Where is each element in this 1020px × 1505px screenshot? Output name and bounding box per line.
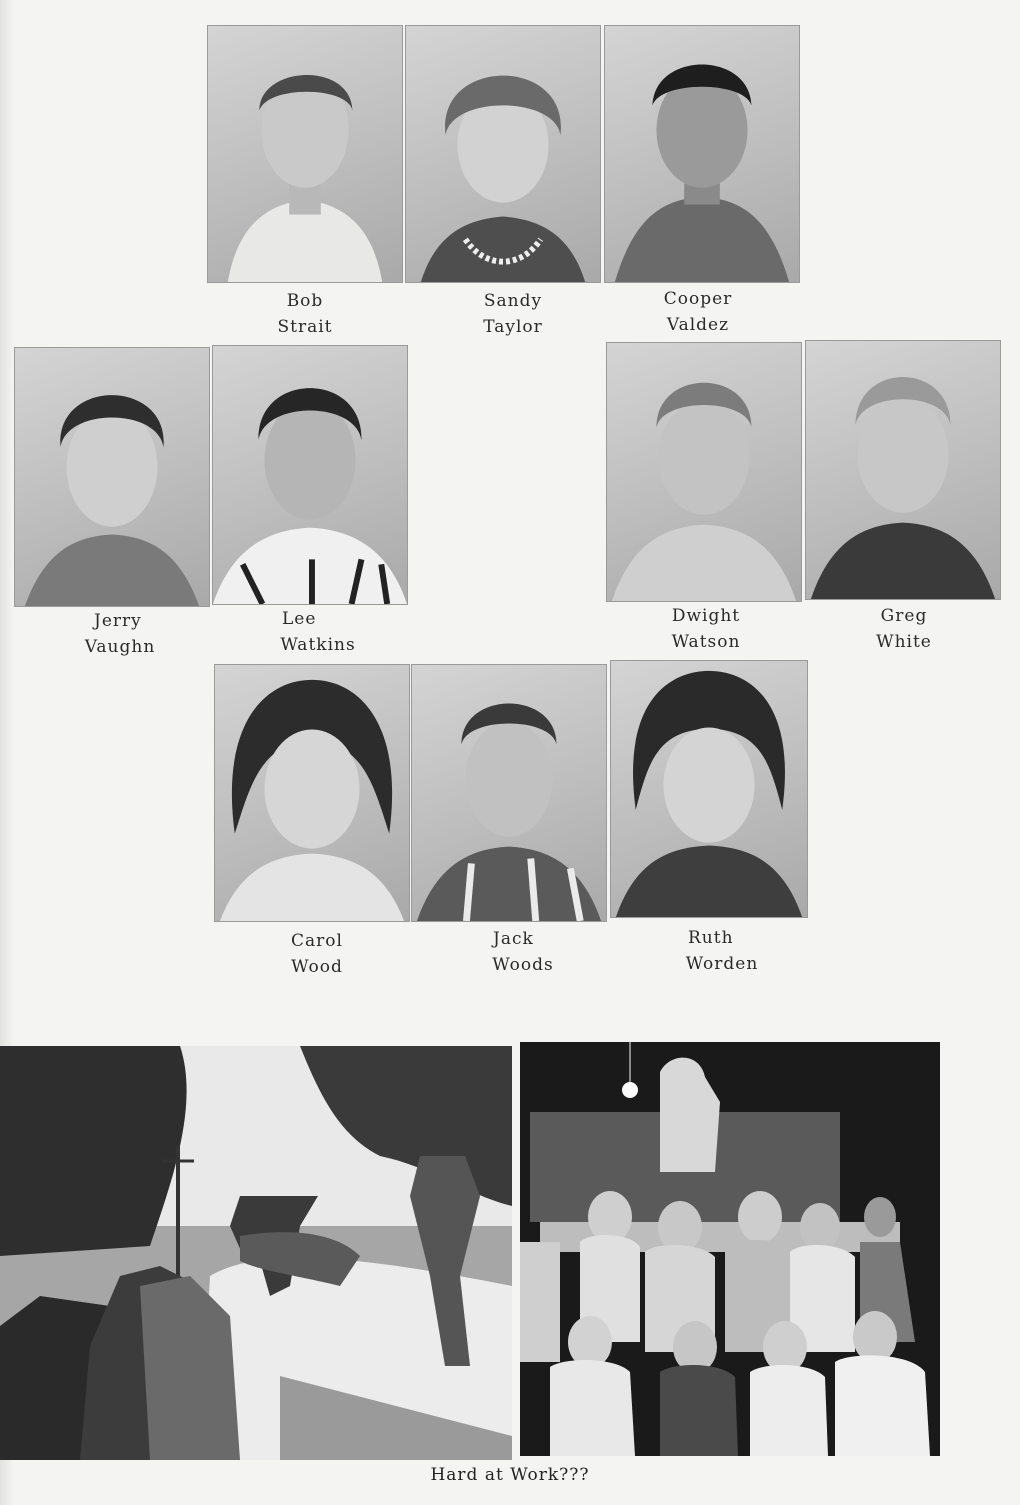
first-name: Cooper <box>663 289 733 309</box>
portrait-greg-white <box>805 340 1001 600</box>
first-name: Dwight <box>671 606 741 626</box>
first-name: Greg <box>880 606 928 626</box>
first-name: Sandy <box>483 291 543 311</box>
last-name: Wood <box>291 957 343 977</box>
last-name: Taylor <box>483 317 543 337</box>
portrait-lee-watkins <box>212 345 408 605</box>
caption-dwight-watson <box>646 603 766 655</box>
first-name: Carol <box>291 931 343 951</box>
snapshot-float-building <box>0 1046 512 1460</box>
caption-carol-wood <box>257 928 377 980</box>
portrait-jerry-vaughn <box>14 347 210 607</box>
portrait-dwight-watson <box>606 342 802 602</box>
last-name: Valdez <box>666 315 730 335</box>
photo-caption: Hard at Work??? <box>430 1465 590 1485</box>
first-name: Bob <box>286 291 324 311</box>
caption-bob-strait <box>245 288 365 340</box>
caption-jerry-vaughn <box>60 608 180 660</box>
last-name: Vaughn <box>84 637 156 657</box>
caption-jack-woods <box>463 926 583 978</box>
first-name: Ruth <box>688 928 734 948</box>
snapshot-group-indoors <box>520 1042 940 1456</box>
portrait-ruth-worden <box>610 660 808 918</box>
first-name: Jerry <box>94 611 142 631</box>
portrait-sandy-taylor <box>405 25 601 283</box>
last-name: Watkins <box>280 635 356 655</box>
portrait-bob-strait <box>207 25 403 283</box>
caption-greg-white <box>844 603 964 655</box>
first-name: Lee <box>282 609 317 629</box>
last-name: Worden <box>685 954 759 974</box>
last-name: Strait <box>277 317 333 337</box>
last-name: Woods <box>492 955 554 975</box>
portrait-jack-woods <box>411 664 607 922</box>
portrait-cooper-valdez <box>604 25 800 283</box>
first-name: Jack <box>493 929 534 949</box>
caption-sandy-taylor <box>453 288 573 340</box>
portrait-carol-wood <box>214 664 410 922</box>
last-name: Watson <box>671 632 741 652</box>
caption-ruth-worden <box>662 925 782 977</box>
caption-lee-watkins <box>258 606 378 658</box>
last-name: White <box>876 632 932 652</box>
caption-cooper-valdez <box>638 286 758 338</box>
